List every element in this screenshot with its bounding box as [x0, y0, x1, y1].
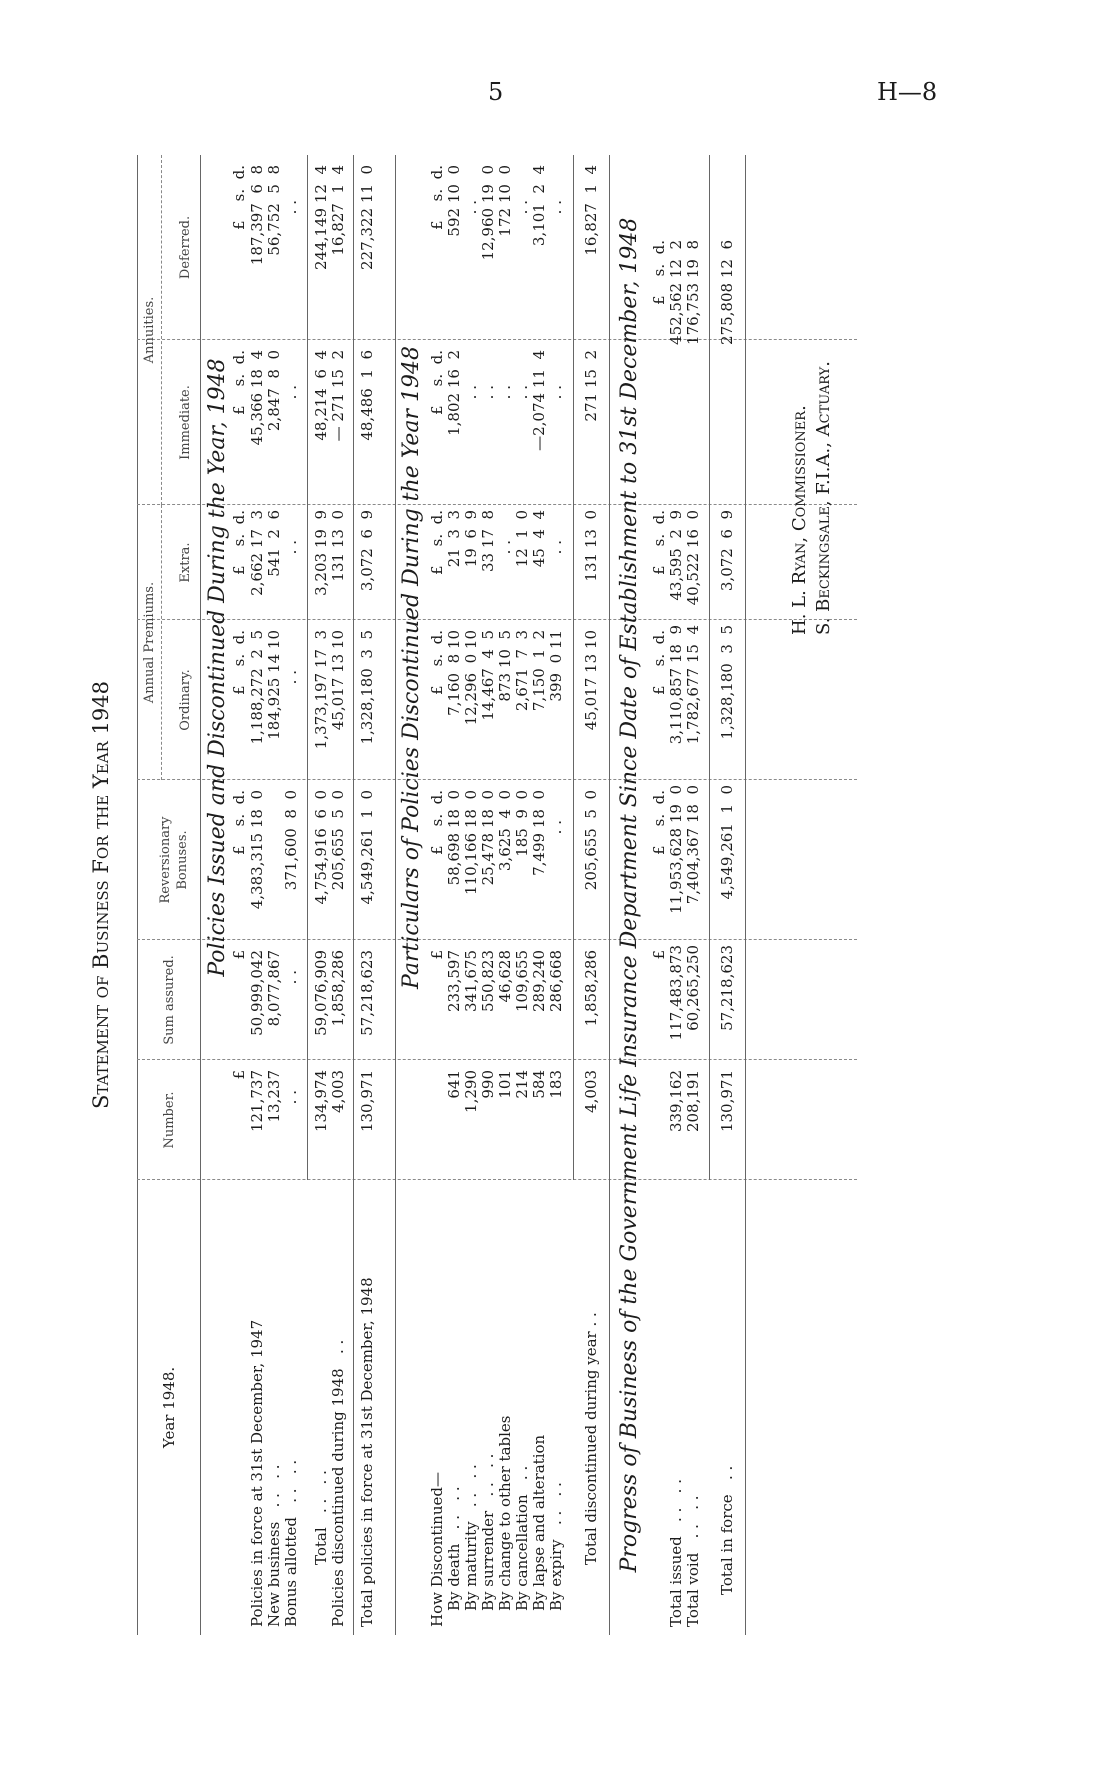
unit-lsd: £ s. d.	[230, 165, 248, 230]
header-sum-assured: Sum assured.	[162, 955, 177, 1045]
row-label: Policies discontinued during 1948 . .	[329, 1339, 347, 1627]
cell-ordinary: 7,150 1 2	[530, 630, 548, 712]
unit-lsd: £ s. d.	[428, 790, 446, 855]
row-label: Bonus allotted . . . .	[282, 1459, 300, 1627]
cell-immediate: 45,366 18 4	[248, 350, 266, 446]
cell-ordinary: 1,373,197 17 3	[312, 630, 330, 750]
cell-extra: 131 13 0	[582, 510, 600, 582]
cell-deferred: . .	[282, 200, 300, 215]
unit-lsd: £ s. d.	[230, 630, 248, 695]
cell-sum-assured: 289,240	[530, 950, 548, 1013]
row-label: Policies in force at 31st December, 1947	[248, 1319, 266, 1627]
cell-number: 214	[513, 1070, 531, 1099]
cell-sum-assured: 1,858,286	[582, 950, 600, 1027]
cell-sum-assured: 341,675	[462, 950, 480, 1013]
cell-bonus: 110,166 18 0	[462, 790, 480, 895]
cell-sum-assured: . .	[282, 970, 300, 985]
cell-extra: 43,595 2 9	[667, 510, 685, 601]
cell-bonus: 185 9 0	[513, 790, 531, 857]
unit-lsd: £ s. d.	[428, 350, 446, 415]
cell-extra: 3,072 6 9	[358, 510, 376, 592]
cell-ordinary: 1,328,180 3 5	[358, 630, 376, 745]
row-label-total-in-force: Total policies in force at 31st December, 1948	[358, 1277, 376, 1627]
cell-immediate: — 271 15 2	[329, 350, 347, 442]
cell-extra: 3,072 6 9	[718, 510, 736, 592]
row-label: By expiry . . . .	[547, 1482, 565, 1611]
cell-deferred: 16,827 1 4	[329, 165, 347, 256]
cell-bonus: 4,549,261 1 0	[718, 785, 736, 900]
cell-ordinary: 399 0 11	[547, 630, 565, 702]
cell-deferred: 3,101 2 4	[530, 165, 548, 247]
header-number: Number.	[162, 1091, 177, 1149]
cell-extra: 131 13 0	[329, 510, 347, 582]
cell-number: 4,003	[329, 1070, 347, 1113]
cell-sum-assured: 57,218,623	[358, 950, 376, 1036]
header-deferred: Deferred.	[178, 215, 193, 280]
cell-immediate: 48,214 6 4	[312, 350, 330, 441]
cell-ordinary: 12,296 0 10	[462, 630, 480, 726]
cell-sum-assured: 59,076,909	[312, 950, 330, 1036]
header-annual-premiums: Annual Premiums.	[142, 581, 157, 704]
unit-pound: £	[230, 1070, 248, 1080]
cell-number: 134,974	[312, 1070, 330, 1133]
cell-sum-assured: 109,655	[513, 950, 531, 1013]
cell-deferred: 172 10 0	[496, 165, 514, 237]
row-label-total-discontinued: Total discontinued during year . .	[582, 1312, 600, 1565]
row-label: Total void . . . .	[684, 1495, 702, 1627]
page-number: 5	[488, 78, 504, 106]
cell-immediate: 2,847 8 0	[265, 350, 283, 432]
unit-pound: £	[230, 950, 248, 960]
cell-bonus: 4,754,916 6 0	[312, 790, 330, 905]
unit-lsd: £ s. d.	[230, 350, 248, 415]
row-label: By maturity . . . .	[462, 1464, 480, 1611]
row-label: By surrender . . . .	[479, 1453, 497, 1611]
cell-ordinary: 1,328,180 3 5	[718, 625, 736, 740]
cell-sum-assured: 233,597	[445, 950, 463, 1013]
row-label-total: Total . . . .	[312, 1470, 330, 1565]
signature-commissioner: H. L. Ryan, Commissioner.	[789, 405, 810, 635]
unit-lsd: £ s. d.	[650, 510, 668, 575]
cell-ordinary: 3,110,857 18 9	[667, 625, 685, 745]
cell-number: . .	[282, 1090, 300, 1105]
unit-lsd: £ s. d.	[428, 510, 446, 575]
cell-immediate: . .	[282, 385, 300, 400]
cell-deferred: 16,827 1 4	[582, 165, 600, 256]
unit-lsd: £ s. d.	[230, 510, 248, 575]
row-label: By change to other tables	[496, 1415, 514, 1611]
cell-immediate: —2,074 11 4	[530, 350, 548, 451]
cell-extra: . .	[496, 540, 514, 555]
header-extra: Extra.	[178, 542, 193, 583]
cell-ordinary: 45,017 13 10	[582, 630, 600, 731]
cell-ordinary: 2,671 7 3	[513, 630, 531, 712]
unit-lsd: £ s. d.	[428, 630, 446, 695]
row-label: By lapse and alteration	[530, 1434, 548, 1611]
cell-deferred: . .	[547, 200, 565, 215]
cell-sum-assured: 117,483,873	[667, 945, 685, 1041]
unit-lsd: £ s. d.	[230, 790, 248, 855]
cell-immediate: . .	[462, 385, 480, 400]
cell-ordinary: 14,467 4 5	[479, 630, 497, 721]
cell-extra: 40,522 16 0	[684, 510, 702, 606]
unit-lsd: £ s. d.	[650, 630, 668, 695]
cell-bonus: . .	[547, 820, 565, 835]
cell-bonus: 371,600 8 0	[282, 790, 300, 891]
cell-immediate: . .	[547, 385, 565, 400]
cell-deferred: . .	[513, 200, 531, 215]
cell-immediate: . .	[513, 385, 531, 400]
unit-lsd: £ s. d.	[650, 240, 668, 305]
cell-number: 130,971	[718, 1070, 736, 1133]
cell-number: 101	[496, 1070, 514, 1099]
cell-sum-assured: 60,265,250	[684, 945, 702, 1031]
cell-deferred: 187,397 6 8	[248, 165, 266, 266]
cell-extra: 45 4 4	[530, 510, 548, 568]
cell-deferred: 56,752 5 8	[265, 165, 283, 256]
cell-bonus: 205,655 5 0	[582, 790, 600, 891]
unit-pound: £	[428, 950, 446, 960]
cell-extra: 541 2 6	[265, 510, 283, 577]
cell-deferred: 244,149 12 4	[312, 165, 330, 270]
cell-extra: . .	[547, 540, 565, 555]
cell-extra: . .	[282, 540, 300, 555]
cell-annuities: 452,562 12 2	[667, 240, 685, 345]
cell-number: 121,737	[248, 1070, 266, 1133]
cell-immediate: 271 15 2	[582, 350, 600, 422]
how-discontinued-label: How Discontinued—	[428, 1472, 446, 1627]
section-title-issued: Policies Issued and Discontinued During the Year, 1948	[205, 358, 230, 977]
cell-bonus: 25,478 18 0	[479, 790, 497, 886]
cell-extra: 12 1 0	[513, 510, 531, 568]
cell-ordinary: 7,160 8 10	[445, 630, 463, 716]
cell-extra: 33 17 8	[479, 510, 497, 573]
unit-pound: £	[650, 950, 668, 960]
cell-bonus: 7,499 18 0	[530, 790, 548, 876]
cell-number: 13,237	[265, 1070, 283, 1123]
cell-immediate: . .	[496, 385, 514, 400]
header-immediate: Immediate.	[178, 385, 193, 460]
cell-number: 4,003	[582, 1070, 600, 1113]
cell-sum-assured: 286,668	[547, 950, 565, 1013]
cell-immediate: 1,802 16 2	[445, 350, 463, 436]
row-label-total-in-force: Total in force . .	[718, 1465, 736, 1595]
cell-number: 183	[547, 1070, 565, 1099]
cell-ordinary: 873 10 5	[496, 630, 514, 702]
signature-actuary: S. Beckingsale, F.I.A., Actuary.	[813, 361, 834, 635]
cell-annuities: 275,808 12 6	[718, 240, 736, 345]
cell-ordinary: 184,925 14 10	[265, 630, 283, 740]
cell-number: 208,191	[684, 1070, 702, 1133]
cell-sum-assured: 57,218,623	[718, 945, 736, 1031]
header-year: Year 1948.	[160, 1366, 178, 1449]
row-label: By death . . . .	[445, 1486, 463, 1611]
cell-bonus: 3,625 4 0	[496, 790, 514, 872]
cell-extra: 21 3 3	[445, 510, 463, 568]
cell-annuities: 176,753 19 8	[684, 240, 702, 345]
cell-extra: 19 6 9	[462, 510, 480, 568]
cell-ordinary: . .	[282, 670, 300, 685]
cell-deferred: 592 10 0	[445, 165, 463, 237]
unit-lsd: £ s. d.	[428, 165, 446, 230]
statement-table	[85, 155, 985, 1635]
header-reversionary-bonuses: Reversionary Bonuses.	[158, 816, 190, 904]
cell-deferred: . .	[462, 200, 480, 215]
cell-bonus: 4,549,261 1 0	[358, 790, 376, 905]
cell-number: 1,290	[462, 1070, 480, 1113]
cell-immediate: 48,486 1 6	[358, 350, 376, 441]
cell-number: 584	[530, 1070, 548, 1099]
cell-sum-assured: 8,077,867	[265, 950, 283, 1027]
cell-extra: 3,203 19 9	[312, 510, 330, 596]
cell-sum-assured: 550,823	[479, 950, 497, 1013]
cell-bonus: 4,383,315 18 0	[248, 790, 266, 910]
section-title-discontinued: Particulars of Policies Discontinued During the Year 1948	[399, 346, 424, 989]
cell-ordinary: 1,782,677 15 4	[684, 625, 702, 745]
rotated-table-stage	[85, 155, 985, 1635]
row-label: By cancellation . .	[513, 1465, 531, 1611]
cell-number: 990	[479, 1070, 497, 1099]
row-label: New business . . . .	[265, 1464, 283, 1627]
statement-title: Statement of Business For the Year 1948	[89, 681, 113, 1109]
header-annuities: Annuities.	[142, 296, 157, 364]
cell-deferred: 12,960 19 0	[479, 165, 497, 261]
header-ordinary: Ordinary.	[178, 669, 193, 731]
cell-bonus: 205,655 5 0	[329, 790, 347, 891]
cell-sum-assured: 50,999,042	[248, 950, 266, 1036]
cell-bonus: 11,953,628 19 0	[667, 785, 685, 914]
cell-ordinary: 1,188,272 2 5	[248, 630, 266, 745]
cell-immediate: . .	[479, 385, 497, 400]
cell-sum-assured: 46,628	[496, 950, 514, 1003]
cell-number: 641	[445, 1070, 463, 1099]
unit-lsd: £ s. d.	[650, 790, 668, 855]
cell-sum-assured: 1,858,286	[329, 950, 347, 1027]
cell-number: 339,162	[667, 1070, 685, 1133]
cell-ordinary: 45,017 13 10	[329, 630, 347, 731]
page-code: H—8	[877, 78, 938, 106]
section-title-progress: Progress of Business of the Government Life Insurance Department Since Date of Establishment to 31st December, 1948	[617, 217, 642, 1573]
cell-bonus: 7,404,367 18 0	[684, 785, 702, 905]
row-label: Total issued . . . .	[667, 1479, 685, 1627]
cell-number: 130,971	[358, 1070, 376, 1133]
cell-deferred: 227,322 11 0	[358, 165, 376, 270]
cell-extra: 2,662 17 3	[248, 510, 266, 596]
cell-bonus: 58,698 18 0	[445, 790, 463, 886]
